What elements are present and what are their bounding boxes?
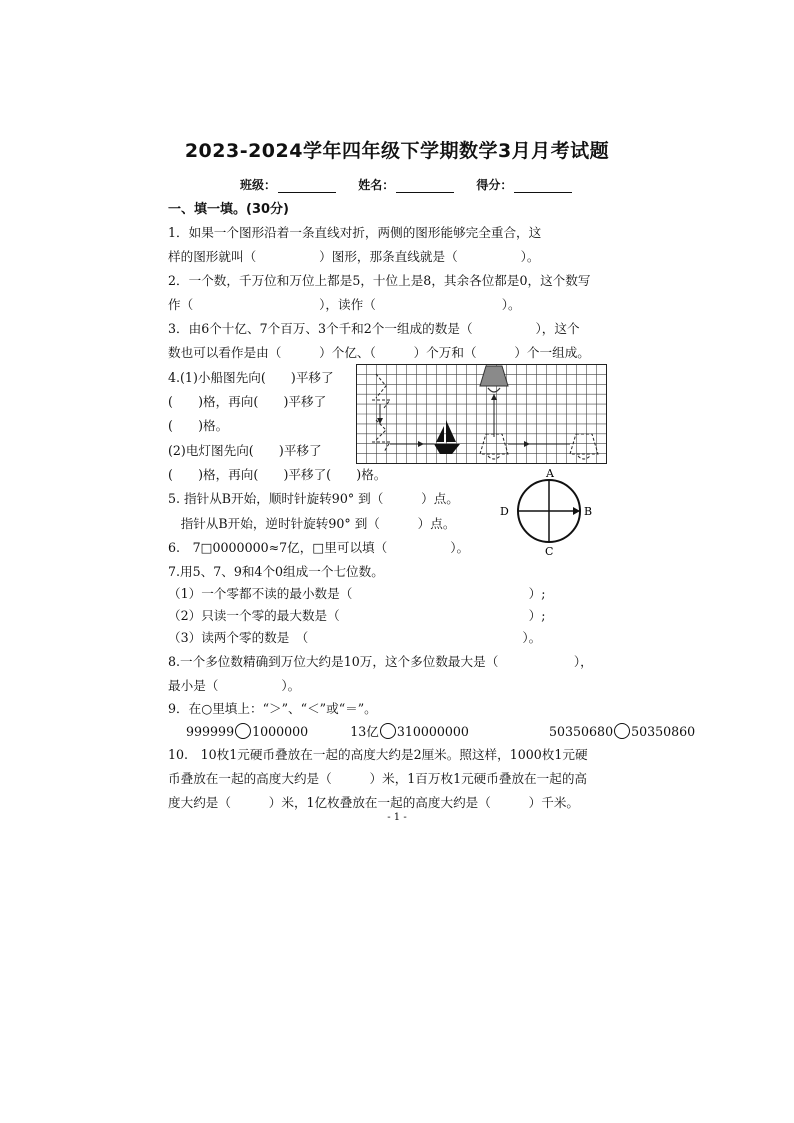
q9c-circle[interactable] <box>614 723 630 739</box>
q9-line: 9．在○里填上：“＞”、“＜”或“＝”。 <box>168 701 377 716</box>
q7-sub1: （1）一个零都不读的最小数是（ ）; <box>168 586 546 601</box>
boat-outline-top <box>372 374 390 408</box>
q4-line5: ( )格，再向( )平移了( )格。 <box>168 467 387 482</box>
clock-label-b: B <box>584 505 593 518</box>
section-heading: 一、填一填。(30分) <box>168 202 289 217</box>
clock-figure <box>496 465 604 557</box>
lamp-outline-right <box>570 434 598 459</box>
q1-line2: 样的图形就叫（ ）图形，那条直线就是（ ）。 <box>168 249 540 264</box>
q9-compare-row <box>186 723 695 740</box>
q9b-left: 13亿 <box>350 724 379 739</box>
q9a-circle[interactable] <box>235 723 251 739</box>
q9a-right: 1000000 <box>252 724 309 739</box>
q4-line4: (2)电灯图先向( )平移了 <box>168 443 322 458</box>
q4-line1: 4.(1)小船图先向( )平移了 <box>168 370 334 385</box>
student-info-row <box>240 176 590 193</box>
q2-line2: 作（ ），读作（ ）。 <box>168 297 521 312</box>
q10-line3: 度大约是（ ）米，1亿枚叠放在一起的高度大约是（ ）千米。 <box>168 795 580 810</box>
q3-line1: 3．由6个十亿、7个百万、3个千和2个一组成的数是（ ），这个 <box>168 321 580 336</box>
class-label: 班级： <box>240 178 277 192</box>
score-blank[interactable] <box>514 180 572 193</box>
boat-shape <box>434 420 460 454</box>
name-label: 姓名： <box>358 178 395 192</box>
q4-line2: ( )格，再向( )平移了 <box>168 394 327 409</box>
q8-line2: 最小是（ ）。 <box>168 678 301 693</box>
lamp-shape <box>480 366 508 437</box>
translation-grid-figure <box>356 364 608 464</box>
q2-line1: 2．一个数，千万位和万位上都是5，十位上是8，其余各位都是0，这个数写 <box>168 273 591 288</box>
boat-outline-mid <box>372 420 390 452</box>
clock-label-d: D <box>500 505 509 518</box>
q10-line1: 10. 10枚1元硬币叠放在一起的高度大约是2厘米。照这样，1000枚1元硬 <box>168 747 588 762</box>
q8-line1: 8.一个多位数精确到万位大约是10万，这个多位数最大是（ ）， <box>168 654 593 669</box>
name-blank[interactable] <box>396 180 454 193</box>
lamp-outline-left <box>480 434 508 459</box>
q7-line: 7.用5、7、9和4个0组成一个七位数。 <box>168 564 384 579</box>
q5-line2: 指针从B开始，逆时针旋转90° 到（ ）点。 <box>168 516 456 531</box>
q7-sub2: （2）只读一个零的最大数是（ ）; <box>168 608 546 623</box>
q9c-left: 50350680 <box>548 724 614 739</box>
q9b-right: 310000000 <box>396 724 469 739</box>
q9b-circle[interactable] <box>380 723 396 739</box>
score-label: 得分： <box>476 178 513 192</box>
clock-label-a: A <box>546 467 554 480</box>
class-blank[interactable] <box>278 180 336 193</box>
q3-line2: 数也可以看作是由（ ）个亿、（ ）个万和（ ）个一组成。 <box>168 345 590 360</box>
clock-label-c: C <box>545 545 554 557</box>
q9a-left: 999999 <box>186 724 235 739</box>
q6-line: 6. 7□0000000≈7亿，□里可以填（ ）。 <box>168 540 470 555</box>
q1-line1: 1．如果一个图形沿着一条直线对折，两侧的图形能够完全重合，这 <box>168 225 542 240</box>
q4-line3: ( )格。 <box>168 418 229 433</box>
page-title: 2023-2024学年四年级下学期数学3月月考试题 <box>184 140 610 162</box>
q5-line1: 5. 指针从B开始，顺时针旋转90° 到（ ）点。 <box>168 491 459 506</box>
q10-line2: 币叠放在一起的高度大约是（ ）米，1百万枚1元硬币叠放在一起的高 <box>168 771 588 786</box>
page-number: - 1 - <box>387 812 407 823</box>
q7-sub3: （3）读两个零的数是 （ ）。 <box>168 630 542 645</box>
q9c-right: 50350860 <box>631 724 696 739</box>
